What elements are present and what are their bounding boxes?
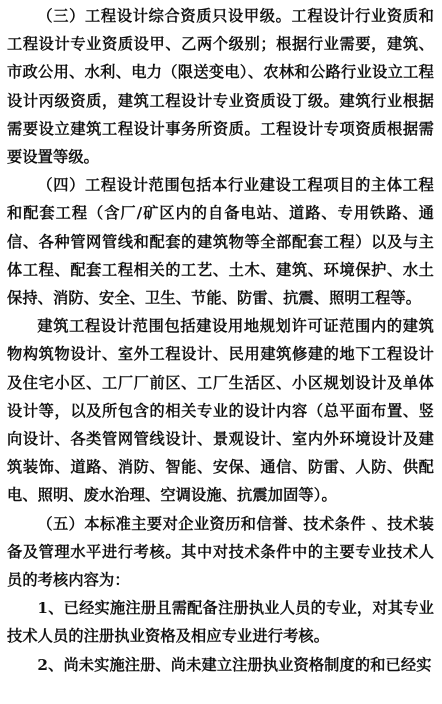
- paragraph-design-scope: （四）工程设计范围包括本行业建设工程项目的主体工程和配套工程（含厂/矿区内的自备电站、道路、专用铁路、通信、各种管网管线和配套的建筑物等全部配套工程）以及与主体工程、配套工程相关的工艺、土木、建筑、环境保护、水土保持、消防、安全、卫生、节能、防雷、抗震、照明工程等。: [7, 176, 434, 308]
- paragraph-design-qualification-levels: （三）工程设计综合资质只设甲级。工程设计行业资质和工程设计专业资质设甲、乙两个级别；根据行业需要，建筑、市政公用、水利、电力（限送变电）、农林和公路行业设立工程设计丙级资质，建筑工程设计专业资质设丁级。建筑行业根据需要设立建筑工程设计事务所资质。工程设计专项资质根据需要设置等级。: [7, 7, 434, 167]
- paragraph-assessment-standard: （五）本标准主要对企业资历和信誉、技术条件 、技术装备及管理水平进行考核。其中对技术条件中的主要专业技术人员的考核内容为：: [7, 514, 434, 590]
- paragraph-item-2: 2、尚未实施注册、尚未建立注册执业资格制度的和已经实: [37, 655, 432, 674]
- paragraph-item-1: 1、已经实施注册且需配备注册执业人员的专业，对其专业技术人员的注册执业资格及相应专业进行考核。: [7, 599, 434, 646]
- paragraph-building-design-scope: 建筑工程设计范围包括建设用地规划许可证范围内的建筑物构筑物设计、室外工程设计、民用建筑修建的地下工程设计及住宅小区、工厂厂前区、工厂生活区、小区规划设计及单体设计等，以及所包含的相关专业的设计内容（总平面布置、竖向设计、各类管网管线设计、景观设计、室内外环境设计及建筑装饰、道路、消防、智能、安保、通信、防雷、人防、供配电、照明、废水治理、空调设施、抗震加固等）。: [7, 317, 434, 505]
